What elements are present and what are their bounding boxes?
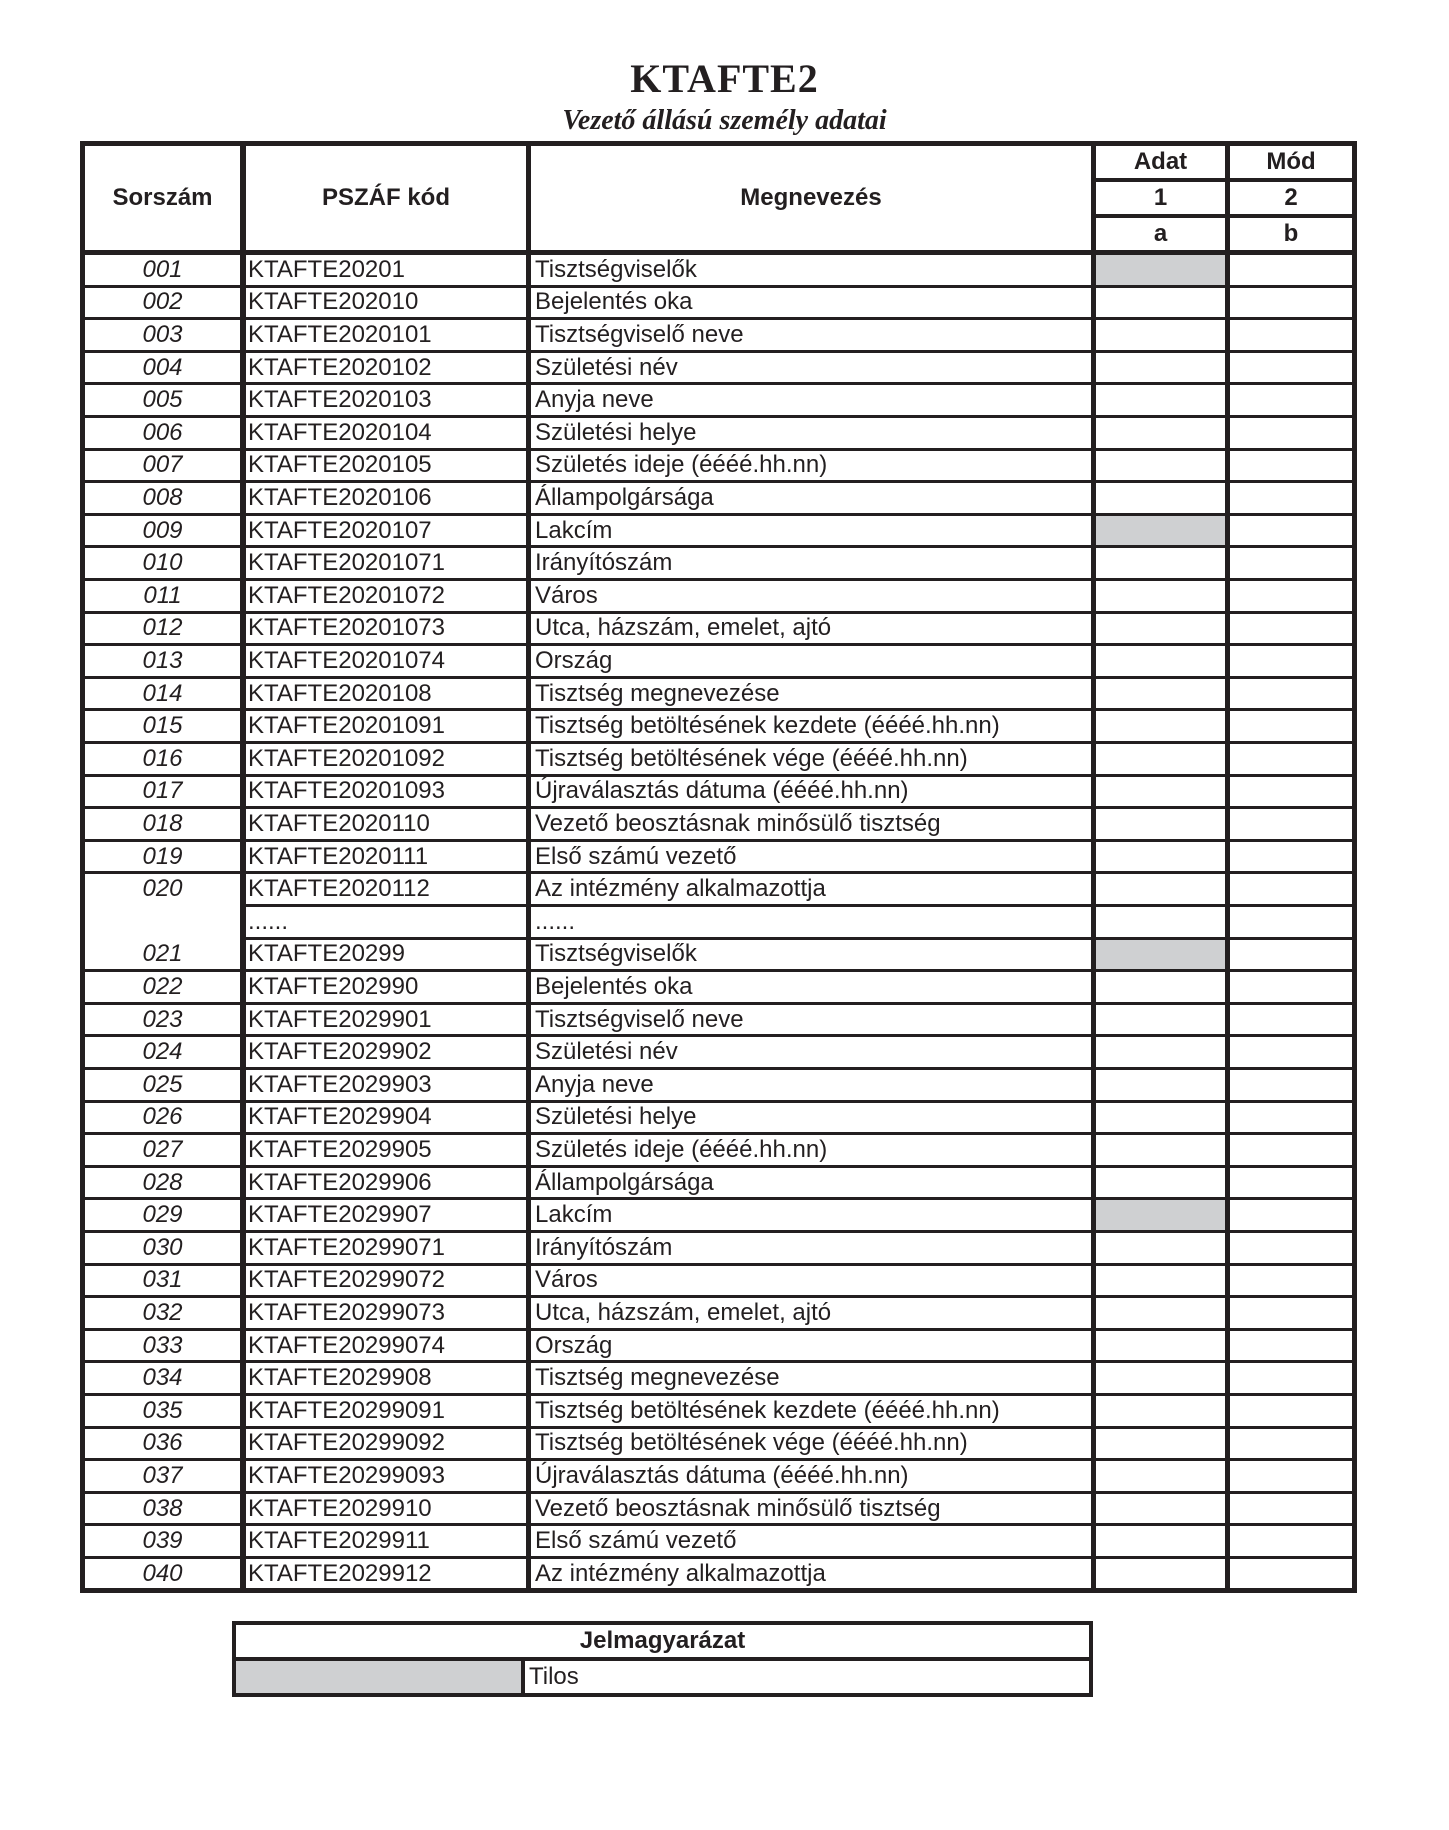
row-mod-cell — [1230, 1266, 1352, 1296]
row-pszaf-kod: KTAFTE20201 — [248, 255, 405, 283]
row-mod-cell — [1230, 1298, 1352, 1328]
row-megnevezes: Állampolgársága — [535, 483, 714, 511]
row-sorszam — [85, 907, 240, 937]
row-mod-cell — [1230, 255, 1352, 285]
header-pszaf-kod: PSZÁF kód — [321, 184, 450, 211]
table-row — [85, 288, 1352, 318]
row-sorszam: 002 — [142, 288, 183, 316]
row-adat-cell — [1096, 385, 1225, 415]
row-sorszam: 029 — [142, 1201, 183, 1229]
row-pszaf-kod: KTAFTE2020108 — [248, 679, 432, 707]
row-adat-cell — [1096, 1037, 1225, 1067]
table-row — [85, 809, 1352, 839]
row-adat-cell — [1096, 451, 1225, 481]
row-megnevezes: Anyja neve — [535, 386, 654, 414]
row-megnevezes: Tisztségviselők — [535, 255, 697, 283]
table-row — [85, 1461, 1352, 1491]
row-adat-cell — [1096, 1494, 1225, 1524]
row-sorszam: 027 — [142, 1135, 183, 1163]
row-sorszam: 036 — [142, 1429, 183, 1457]
row-pszaf-kod: KTAFTE202010 — [248, 288, 419, 316]
row-sorszam: 028 — [142, 1168, 183, 1196]
row-sorszam: 009 — [142, 516, 183, 544]
table-row — [85, 679, 1352, 709]
row-mod-cell — [1230, 516, 1352, 546]
row-megnevezes: Tisztségviselők — [535, 940, 697, 968]
row-mod-cell — [1230, 711, 1352, 741]
row-sorszam: 014 — [142, 679, 183, 707]
row-megnevezes: Születési helye — [535, 418, 697, 446]
row-pszaf-kod: KTAFTE20299074 — [248, 1331, 446, 1359]
row-mod-cell — [1230, 874, 1352, 904]
row-mod-cell — [1230, 679, 1352, 709]
row-mod-cell — [1230, 646, 1352, 676]
header-sorszam: Sorszám — [112, 184, 213, 211]
row-pszaf-kod: KTAFTE2020105 — [248, 451, 432, 479]
table-row — [85, 1070, 1352, 1100]
row-megnevezes: Vezető beosztásnak minősülő tisztség — [535, 1494, 941, 1522]
legend-label-forbidden: Tilos — [529, 1663, 579, 1690]
row-megnevezes: Ország — [535, 1331, 613, 1359]
row-pszaf-kod: KTAFTE2020104 — [248, 418, 432, 446]
row-megnevezes: Újraválasztás dátuma (éééé.hh.nn) — [535, 1461, 909, 1489]
row-adat-cell — [1096, 874, 1225, 904]
table-row — [85, 646, 1352, 676]
row-megnevezes: Tisztségviselő neve — [535, 1005, 744, 1033]
row-adat-cell — [1096, 1526, 1225, 1556]
row-pszaf-kod: KTAFTE2020107 — [248, 516, 432, 544]
row-sorszam: 001 — [142, 255, 183, 283]
row-adat-cell — [1096, 1103, 1225, 1133]
table-row — [85, 581, 1352, 611]
row-megnevezes: Az intézmény alkalmazottja — [535, 1559, 826, 1587]
row-sorszam: 038 — [142, 1494, 183, 1522]
table-row — [85, 1429, 1352, 1459]
table-row — [85, 320, 1352, 350]
row-sorszam: 016 — [142, 744, 183, 772]
table-row — [85, 353, 1352, 383]
row-pszaf-kod: KTAFTE2020101 — [248, 320, 432, 348]
table-row — [85, 516, 1352, 546]
row-sorszam: 007 — [142, 451, 183, 479]
row-sorszam: 006 — [142, 418, 183, 446]
table-row — [85, 1298, 1352, 1328]
header-adat: Adat — [1133, 148, 1188, 175]
row-mod-cell — [1230, 1461, 1352, 1491]
row-megnevezes: Születési név — [535, 353, 678, 381]
row-mod-cell — [1230, 1494, 1352, 1524]
row-sorszam: 035 — [142, 1396, 183, 1424]
row-adat-cell — [1096, 1266, 1225, 1296]
row-sorszam: 008 — [142, 483, 183, 511]
row-pszaf-kod: KTAFTE20299073 — [248, 1298, 446, 1326]
row-megnevezes: Tisztség betöltésének kezdete (éééé.hh.nn) — [535, 1396, 1000, 1424]
row-mod-cell — [1230, 940, 1352, 970]
row-mod-cell — [1230, 483, 1352, 513]
row-sorszam: 021 — [142, 940, 183, 968]
row-adat-cell — [1096, 777, 1225, 807]
row-pszaf-kod: KTAFTE2020103 — [248, 386, 432, 414]
row-sorszam: 010 — [142, 549, 183, 577]
row-adat-cell-forbidden — [1096, 516, 1225, 546]
row-pszaf-kod: KTAFTE2029912 — [248, 1559, 432, 1587]
table-row — [85, 711, 1352, 741]
row-megnevezes: Tisztség megnevezése — [535, 679, 780, 707]
row-pszaf-kod: KTAFTE20201071 — [248, 549, 446, 577]
row-adat-cell — [1096, 1429, 1225, 1459]
table-row — [85, 1526, 1352, 1556]
header-mod-num: 2 — [1284, 184, 1298, 211]
row-megnevezes: Első számú vezető — [535, 1527, 737, 1555]
row-pszaf-kod: KTAFTE20201073 — [248, 614, 446, 642]
row-pszaf-kod: KTAFTE2020112 — [248, 875, 430, 903]
row-megnevezes: Irányítószám — [535, 1233, 673, 1261]
table-row — [85, 548, 1352, 578]
row-adat-cell — [1096, 1396, 1225, 1426]
table-row — [85, 1266, 1352, 1296]
row-adat-cell-forbidden — [1096, 1200, 1225, 1230]
row-adat-cell — [1096, 842, 1225, 872]
row-megnevezes: Első számú vezető — [535, 842, 737, 870]
row-mod-cell — [1230, 1331, 1352, 1361]
row-mod-cell — [1230, 451, 1352, 481]
row-pszaf-kod: KTAFTE2029903 — [248, 1070, 432, 1098]
row-sorszam: 022 — [142, 972, 183, 1000]
row-megnevezes: Tisztség megnevezése — [535, 1364, 780, 1392]
row-adat-cell — [1096, 288, 1225, 318]
table-row — [85, 451, 1352, 481]
row-megnevezes: Tisztség betöltésének kezdete (éééé.hh.nn) — [535, 712, 1000, 740]
row-sorszam: 004 — [142, 353, 183, 381]
row-megnevezes: Város — [535, 1266, 598, 1294]
document-subtitle: Vezető állású személy adatai — [562, 105, 887, 136]
table-row — [85, 1233, 1352, 1263]
row-sorszam: 033 — [142, 1331, 183, 1359]
header-adat-letter: a — [1153, 220, 1168, 247]
row-sorszam: 013 — [142, 646, 183, 674]
row-mod-cell — [1230, 581, 1352, 611]
row-sorszam: 012 — [142, 614, 183, 642]
table-row — [85, 744, 1352, 774]
row-adat-cell — [1096, 1331, 1225, 1361]
row-megnevezes: Születési helye — [535, 1103, 697, 1131]
row-mod-cell — [1230, 1559, 1352, 1589]
row-pszaf-kod: KTAFTE20299092 — [248, 1429, 446, 1457]
row-adat-cell — [1096, 907, 1225, 937]
row-adat-cell — [1096, 1363, 1225, 1393]
row-sorszam: 003 — [142, 320, 183, 348]
legend-swatch-forbidden — [236, 1661, 521, 1693]
row-adat-cell — [1096, 809, 1225, 839]
header-mod-letter: b — [1283, 220, 1299, 247]
row-megnevezes: Város — [535, 581, 598, 609]
header-mod: Mód — [1266, 148, 1316, 175]
table-row — [85, 972, 1352, 1002]
table-row — [85, 1005, 1352, 1035]
row-mod-cell — [1230, 972, 1352, 1002]
row-adat-cell — [1096, 418, 1225, 448]
row-mod-cell — [1230, 777, 1352, 807]
table-row — [85, 1331, 1352, 1361]
table-row — [85, 385, 1352, 415]
row-pszaf-kod: KTAFTE20201093 — [248, 777, 446, 805]
row-sorszam: 017 — [142, 777, 183, 805]
row-megnevezes: Az intézmény alkalmazottja — [535, 875, 826, 903]
row-adat-cell — [1096, 1298, 1225, 1328]
row-mod-cell — [1230, 1103, 1352, 1133]
row-megnevezes: Újraválasztás dátuma (éééé.hh.nn) — [535, 777, 909, 805]
table-row — [85, 842, 1352, 872]
row-mod-cell — [1230, 744, 1352, 774]
row-pszaf-kod: KTAFTE20201072 — [248, 581, 446, 609]
row-megnevezes: Születés ideje (éééé.hh.nn) — [535, 1135, 828, 1163]
row-mod-cell — [1230, 288, 1352, 318]
row-sorszam: 011 — [143, 581, 182, 609]
row-mod-cell — [1230, 1168, 1352, 1198]
row-pszaf-kod: KTAFTE2029911 — [248, 1527, 430, 1555]
row-sorszam: 025 — [142, 1070, 183, 1098]
row-megnevezes: Születési név — [535, 1038, 678, 1066]
row-adat-cell — [1096, 1070, 1225, 1100]
row-pszaf-kod: KTAFTE2020111 — [248, 842, 429, 870]
row-adat-cell — [1096, 1233, 1225, 1263]
document-title: KTAFTE2 — [630, 56, 819, 101]
row-adat-cell — [1096, 711, 1225, 741]
row-sorszam: 018 — [142, 809, 183, 837]
header-adat-num: 1 — [1153, 184, 1168, 211]
row-mod-cell — [1230, 1200, 1352, 1230]
row-megnevezes: Irányítószám — [535, 549, 673, 577]
row-adat-cell — [1096, 614, 1225, 644]
row-mod-cell — [1230, 1070, 1352, 1100]
table-row — [85, 1135, 1352, 1165]
row-pszaf-kod: KTAFTE2029907 — [248, 1201, 432, 1229]
row-pszaf-kod: ...... — [248, 907, 289, 935]
row-pszaf-kod: KTAFTE2020110 — [248, 809, 430, 837]
row-pszaf-kod: KTAFTE20299 — [248, 940, 405, 968]
row-adat-cell — [1096, 744, 1225, 774]
row-mod-cell — [1230, 1233, 1352, 1263]
row-sorszam: 030 — [142, 1233, 183, 1261]
table-row — [85, 255, 1352, 285]
row-adat-cell — [1096, 353, 1225, 383]
row-megnevezes: Tisztség betöltésének vége (éééé.hh.nn) — [535, 744, 968, 772]
row-mod-cell — [1230, 1429, 1352, 1459]
row-adat-cell-forbidden — [1096, 255, 1225, 285]
row-megnevezes: Vezető beosztásnak minősülő tisztség — [535, 809, 941, 837]
row-mod-cell — [1230, 1396, 1352, 1426]
row-mod-cell — [1230, 353, 1352, 383]
row-pszaf-kod: KTAFTE20201092 — [248, 744, 446, 772]
table-row — [85, 1103, 1352, 1133]
row-megnevezes: Lakcím — [535, 1201, 613, 1229]
row-sorszam: 037 — [142, 1461, 183, 1489]
row-adat-cell — [1096, 320, 1225, 350]
row-pszaf-kod: KTAFTE202990 — [248, 972, 419, 1000]
table-row — [85, 1559, 1352, 1589]
table-row — [85, 1494, 1352, 1524]
table-row — [85, 1037, 1352, 1067]
row-mod-cell — [1230, 418, 1352, 448]
row-adat-cell-forbidden — [1096, 940, 1225, 970]
row-pszaf-kod: KTAFTE20299091 — [248, 1396, 446, 1424]
table-row — [85, 1363, 1352, 1393]
row-pszaf-kod: KTAFTE2020106 — [248, 483, 432, 511]
row-mod-cell — [1230, 1037, 1352, 1067]
table-row — [85, 483, 1352, 513]
row-mod-cell — [1230, 1135, 1352, 1165]
legend-title: Jelmagyarázat — [579, 1627, 746, 1654]
table-row — [85, 614, 1352, 644]
row-adat-cell — [1096, 646, 1225, 676]
row-megnevezes: Lakcím — [535, 516, 613, 544]
row-adat-cell — [1096, 581, 1225, 611]
row-megnevezes: Anyja neve — [535, 1070, 654, 1098]
row-megnevezes: Utca, házszám, emelet, ajtó — [535, 614, 832, 642]
data-table — [80, 141, 1357, 1593]
row-pszaf-kod: KTAFTE2029901 — [248, 1005, 432, 1033]
row-pszaf-kod: KTAFTE2020102 — [248, 353, 432, 381]
table-row — [85, 874, 1352, 904]
row-pszaf-kod: KTAFTE20299071 — [248, 1233, 446, 1261]
table-row — [85, 1200, 1352, 1230]
row-sorszam: 005 — [142, 386, 183, 414]
row-megnevezes: Tisztségviselő neve — [535, 320, 744, 348]
row-adat-cell — [1096, 1168, 1225, 1198]
row-megnevezes: Ország — [535, 646, 613, 674]
table-row — [85, 940, 1352, 970]
row-sorszam: 034 — [142, 1364, 183, 1392]
row-pszaf-kod: KTAFTE20201091 — [248, 712, 446, 740]
row-sorszam: 040 — [142, 1559, 183, 1587]
row-sorszam: 024 — [142, 1038, 183, 1066]
row-megnevezes: Bejelentés oka — [535, 288, 693, 316]
row-sorszam: 020 — [142, 875, 183, 903]
row-mod-cell — [1230, 1363, 1352, 1393]
row-pszaf-kod: KTAFTE2029910 — [248, 1494, 432, 1522]
row-adat-cell — [1096, 1135, 1225, 1165]
row-megnevezes: ...... — [535, 907, 576, 935]
table-row — [85, 907, 1352, 937]
table-row — [85, 418, 1352, 448]
table-row — [85, 1396, 1352, 1426]
table-row — [85, 777, 1352, 807]
row-megnevezes: Tisztség betöltésének vége (éééé.hh.nn) — [535, 1429, 968, 1457]
row-adat-cell — [1096, 972, 1225, 1002]
row-sorszam: 023 — [142, 1005, 183, 1033]
row-adat-cell — [1096, 1559, 1225, 1589]
row-mod-cell — [1230, 548, 1352, 578]
row-adat-cell — [1096, 1461, 1225, 1491]
row-adat-cell — [1096, 483, 1225, 513]
row-pszaf-kod: KTAFTE20299093 — [248, 1461, 446, 1489]
row-megnevezes: Születés ideje (éééé.hh.nn) — [535, 451, 828, 479]
row-mod-cell — [1230, 842, 1352, 872]
row-pszaf-kod: KTAFTE2029908 — [248, 1364, 432, 1392]
row-sorszam: 032 — [142, 1298, 183, 1326]
row-sorszam: 031 — [142, 1266, 183, 1294]
row-adat-cell — [1096, 679, 1225, 709]
row-megnevezes: Utca, házszám, emelet, ajtó — [535, 1298, 832, 1326]
row-sorszam: 039 — [142, 1527, 183, 1555]
row-sorszam: 026 — [142, 1103, 183, 1131]
row-mod-cell — [1230, 809, 1352, 839]
row-mod-cell — [1230, 320, 1352, 350]
table-row — [85, 1168, 1352, 1198]
row-mod-cell — [1230, 907, 1352, 937]
row-mod-cell — [1230, 1005, 1352, 1035]
row-pszaf-kod: KTAFTE2029904 — [248, 1103, 432, 1131]
row-adat-cell — [1096, 548, 1225, 578]
row-mod-cell — [1230, 1526, 1352, 1556]
row-adat-cell — [1096, 1005, 1225, 1035]
row-pszaf-kod: KTAFTE2029905 — [248, 1135, 432, 1163]
row-mod-cell — [1230, 385, 1352, 415]
row-pszaf-kod: KTAFTE2029906 — [248, 1168, 432, 1196]
row-pszaf-kod: KTAFTE20201074 — [248, 646, 446, 674]
header-megnevezes: Megnevezés — [740, 184, 882, 211]
row-sorszam: 019 — [142, 842, 183, 870]
row-pszaf-kod: KTAFTE20299072 — [248, 1266, 446, 1294]
row-mod-cell — [1230, 614, 1352, 644]
row-megnevezes: Bejelentés oka — [535, 972, 693, 1000]
row-pszaf-kod: KTAFTE2029902 — [248, 1038, 432, 1066]
row-megnevezes: Állampolgársága — [535, 1168, 714, 1196]
legend — [232, 1621, 1093, 1697]
row-sorszam: 015 — [142, 712, 183, 740]
